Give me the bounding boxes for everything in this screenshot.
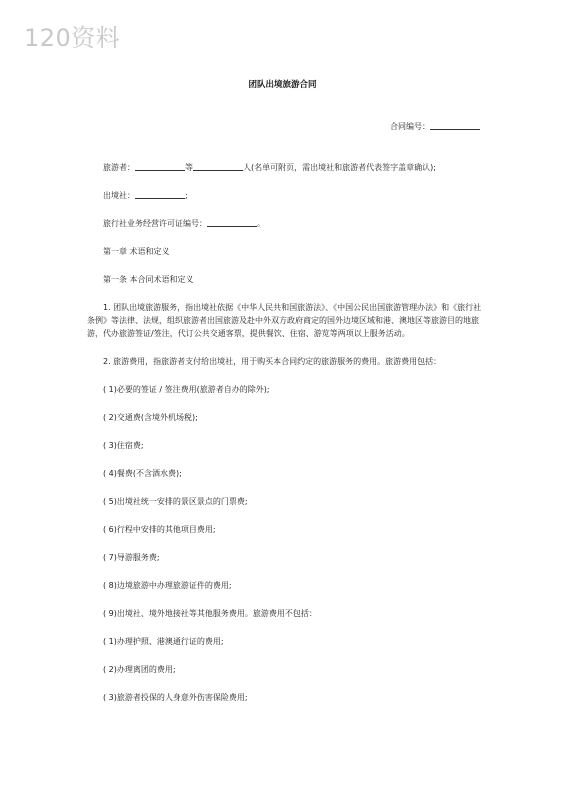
list-item: ( 5)出境社统一安排的景区景点的门票费; (103, 497, 248, 507)
list-item: ( 9)出境社、境外地接社等其他服务费用。旅游费用不包括： (103, 609, 317, 619)
list-item: ( 2)办理离团的费用; (103, 665, 176, 675)
article-heading: 第一条 本合同术语和定义 (103, 275, 194, 284)
list-item: ( 1)必要的签证 / 签注费用(旅游者自办的除外); (103, 385, 270, 395)
tourist-etc: 等 (185, 163, 193, 172)
chapter-heading: 第一章 术语和定义 (103, 247, 170, 256)
license-blank (207, 217, 257, 227)
list-item: ( 3)旅游者投保的人身意外伤害保险费用; (103, 693, 248, 703)
tourist-count-blank (193, 161, 243, 171)
list-item: ( 8)边境旅游中办理旅游证件的费用; (103, 581, 232, 591)
document-title: 团队出境旅游合同 (248, 80, 317, 90)
list-item: ( 2)交通费(含境外机场税); (103, 413, 198, 423)
tourist-name-blank (135, 161, 185, 171)
tourist-line (87, 161, 482, 174)
list-item: ( 1)办理护照、港澳通行证的费用; (103, 637, 224, 647)
tourist-label: 旅游者： (103, 163, 135, 172)
license-label: 旅行社业务经营许可证编号： (103, 219, 207, 228)
license-line (87, 217, 482, 230)
agency-line (87, 189, 482, 202)
list-item: ( 3)住宿费; (103, 441, 144, 451)
definition-paragraph: 1. 团队出境旅游服务，指出境社依据《中华人民共和国旅游法》、《中国公民出国旅游管理办法》和《旅行社条例》等法律、法规，组织旅游者出国旅游及赴中外双方政府商定的国外边境区域和港、澳地区等旅游目的地旅游，代办旅游签证/签注，代订公共交通客票，提供餐饮、住宿、游览等两项以上服务活动。 (87, 303, 482, 339)
list-item: ( 6)行程中安排的其他项目费用; (103, 525, 216, 535)
list-item: ( 7)导游服务费; (103, 553, 160, 563)
watermark-logo: 120资料 (24, 24, 121, 52)
definition-paragraph: 2. 旅游费用，指旅游者支付给出境社，用于购买本合同约定的旅游服务的费用。旅游费用包括： (103, 357, 442, 367)
agency-end: ; (185, 191, 188, 200)
contract-number-blank (430, 120, 480, 130)
contract-number-line (390, 120, 480, 132)
tourist-note: 人(名单可附页，需出境社和旅游者代表签字盖章确认); (243, 163, 436, 172)
list-item: ( 4)餐费(不含酒水费); (103, 469, 182, 479)
contract-number-label: 合同编号： (390, 122, 430, 131)
agency-label: 出境社： (103, 191, 135, 200)
agency-blank (135, 189, 185, 199)
license-end: 。 (257, 219, 265, 228)
contract-body (87, 161, 482, 719)
